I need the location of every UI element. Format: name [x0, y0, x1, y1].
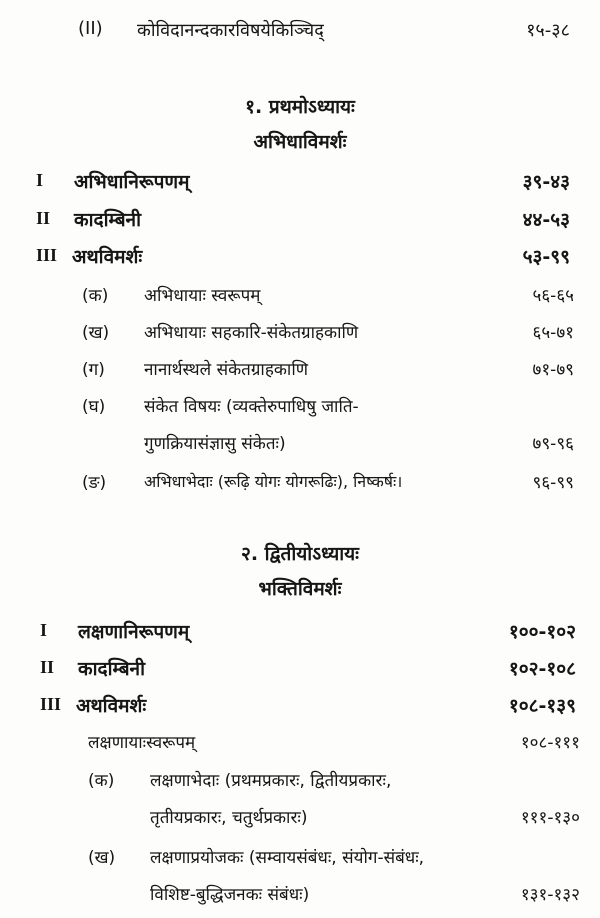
item-label: (क): [88, 771, 115, 791]
chapter-heading: २. द्वितीयोऽध्यायः: [240, 543, 360, 565]
item-text: नानार्थस्थले संकेतग्राहकाणि: [144, 360, 309, 380]
page-range: ३९-४३: [522, 171, 570, 193]
section-number: II: [40, 657, 55, 677]
item-text-continued: तृतीयप्रकारः, चतुर्थप्रकारः): [150, 808, 308, 828]
section-number: I: [36, 170, 44, 190]
chapter-heading: १. प्रथमोऽध्यायः: [245, 96, 355, 118]
page-range: ९६-९९: [532, 473, 574, 493]
item-text-continued: गुणक्रियासंज्ञासु संकेतः): [144, 434, 286, 454]
item-text: लक्षणाप्रयोजकः (सम्वायसंबंधः, संयोग-संबंधः,: [150, 848, 425, 868]
section-number: III: [40, 694, 62, 714]
chapter-subheading: भक्तिविमर्शः: [258, 578, 342, 600]
page-range: ४४-५३: [522, 209, 570, 231]
item-label: (घ): [82, 397, 106, 417]
item-text: अभिधाभेदाः (रूढ़ि योगः योगरूढिः), निष्कर्षः।: [144, 472, 403, 491]
page-range: ५३-९९: [522, 246, 570, 268]
item-label: (ङ): [82, 473, 107, 493]
page-range: १५-३८: [526, 20, 570, 41]
page-range: ५६-६५: [532, 286, 574, 306]
section-title: कादम्बिनी: [74, 209, 142, 231]
section-title: कादम्बिनी: [78, 658, 146, 680]
page-range: १११-१३०: [520, 808, 580, 828]
section-title: अथविमर्शः: [72, 246, 143, 268]
item-label: (ख): [88, 848, 116, 868]
item-text: अभिधायाः सहकारि-संकेतग्राहकाणि: [144, 323, 359, 343]
item-label: (ग): [82, 360, 105, 380]
section-number: I: [40, 620, 48, 640]
section-title: अथविमर्शः: [76, 695, 147, 717]
section-number: III: [36, 245, 58, 265]
item-text-continued: विशिष्ट-बुद्धिजनकः संबंधः): [150, 885, 310, 905]
page-range: १०२-१०८: [508, 658, 576, 680]
item-text: अभिधायाः स्वरूपम्: [144, 286, 261, 306]
page-range: १००-१०२: [508, 621, 576, 643]
section-title: अभिधानिरूपणम्: [74, 171, 190, 193]
page-range: १३१-१३२: [520, 885, 580, 905]
item-label: (क): [82, 286, 109, 306]
entry-title: कोविदानन्दकारविषयेकिञ्चिद्: [137, 20, 324, 41]
page-range: ६५-७१: [532, 323, 574, 343]
section-title: लक्षणानिरूपणम्: [78, 621, 190, 643]
item-label: (ख): [82, 323, 110, 343]
page-range: १०८-१११: [520, 733, 580, 753]
page-range: १०८-१३९: [508, 695, 576, 717]
section-number: II: [36, 208, 51, 228]
item-text: लक्षणाभेदाः (प्रथमप्रकारः, द्वितीयप्रकारः,: [150, 771, 392, 791]
page-range: ७९-९६: [532, 434, 574, 454]
item-text: संकेत विषयः (व्यक्तेरुपाधिषु जाति-: [144, 397, 359, 417]
chapter-subheading: अभिधाविमर्शः: [253, 131, 347, 153]
page-range: ७१-७९: [532, 360, 574, 380]
intro-text: लक्षणायाःस्वरूपम्: [88, 733, 196, 753]
entry-label: (II): [78, 18, 103, 39]
